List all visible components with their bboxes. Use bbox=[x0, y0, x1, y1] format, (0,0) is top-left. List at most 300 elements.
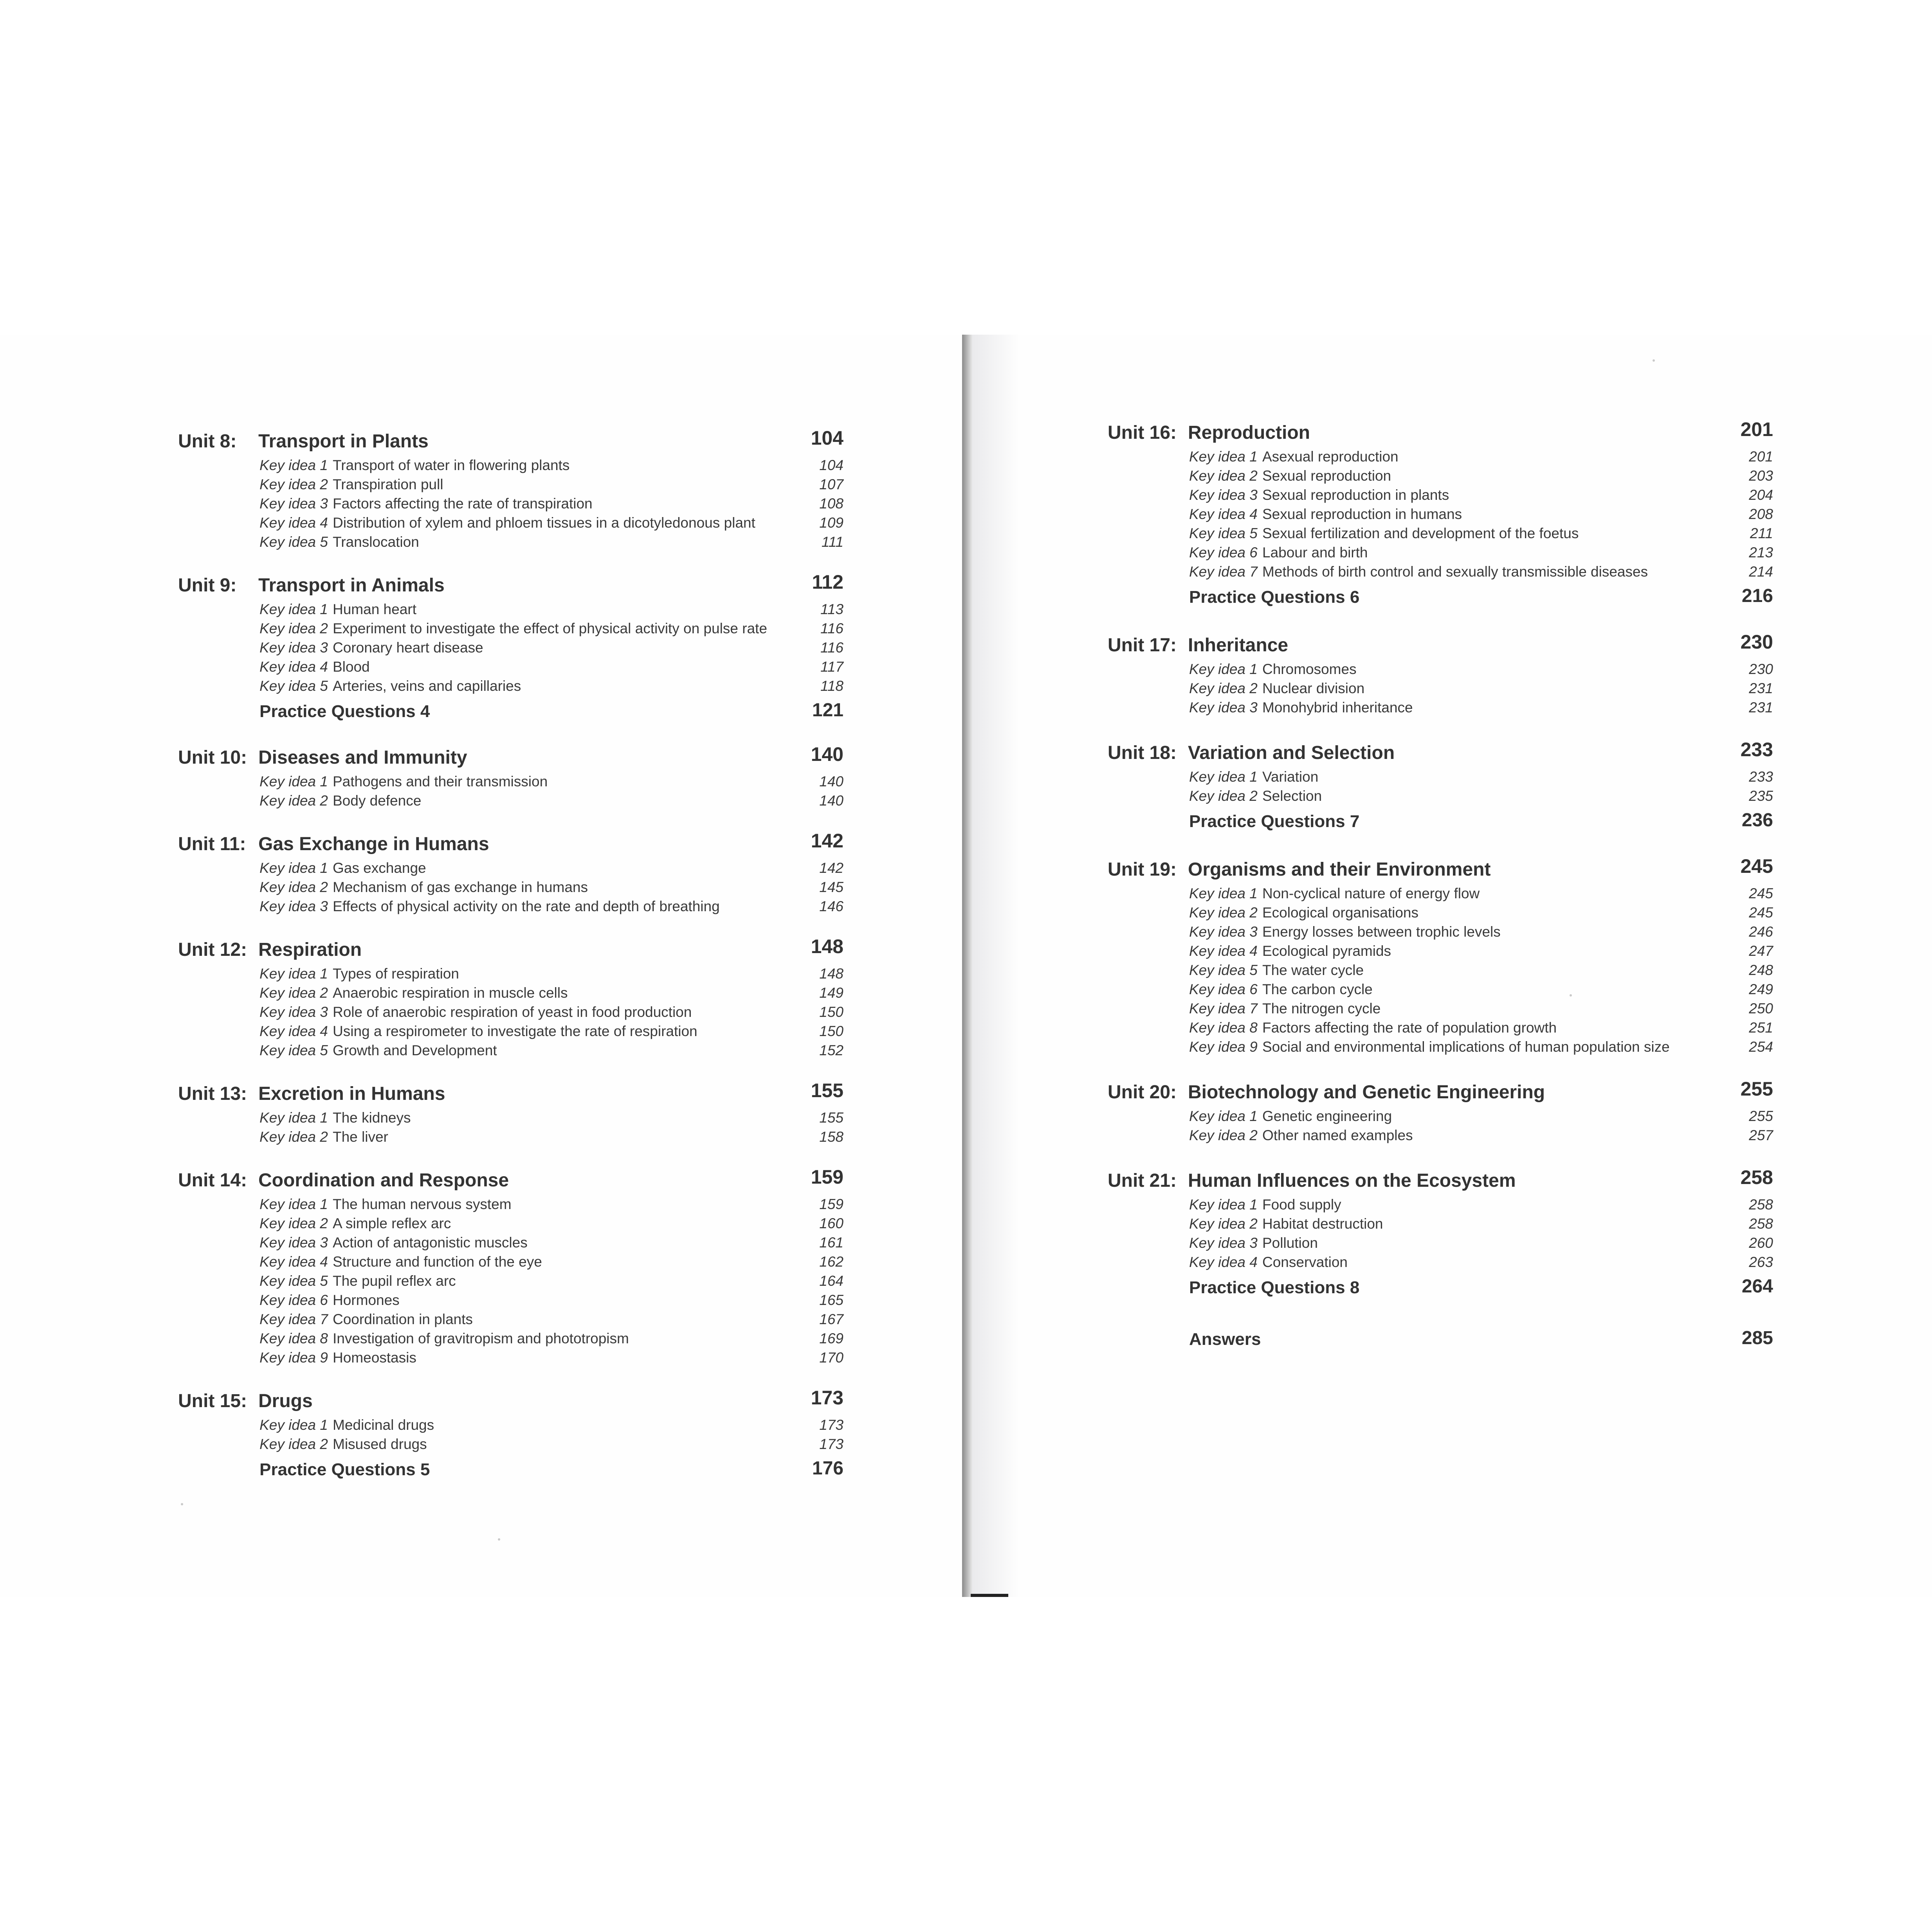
key-idea-row[interactable] bbox=[178, 773, 843, 793]
key-idea-label: Key idea 1 bbox=[260, 966, 328, 982]
key-idea-page-number: 145 bbox=[819, 879, 843, 895]
key-idea-label: Key idea 8 bbox=[1189, 1020, 1258, 1036]
key-idea-label: Key idea 5 bbox=[260, 678, 328, 694]
key-idea-title: Human heart bbox=[333, 601, 416, 617]
key-idea-title: Using a respirometer to investigate the rate of respiration bbox=[333, 1023, 697, 1039]
key-idea-title: Asexual reproduction bbox=[1262, 449, 1399, 465]
unit-heading[interactable] bbox=[178, 743, 843, 773]
practice-questions-label: Practice Questions 8 bbox=[1189, 1278, 1360, 1297]
key-idea-page-number: 255 bbox=[1749, 1108, 1773, 1124]
key-idea-row[interactable] bbox=[1108, 468, 1773, 487]
key-idea-label: Key idea 3 bbox=[1189, 1235, 1258, 1251]
key-idea-label: Key idea 2 bbox=[1189, 468, 1258, 484]
key-idea-row[interactable] bbox=[1108, 1216, 1773, 1235]
key-idea-title: Coordination in plants bbox=[333, 1311, 473, 1327]
key-idea-row[interactable] bbox=[1108, 905, 1773, 924]
key-idea-label: Key idea 2 bbox=[1189, 1216, 1258, 1232]
key-idea-title: Action of antagonistic muscles bbox=[333, 1235, 528, 1251]
unit-heading[interactable] bbox=[178, 935, 843, 966]
unit-page-number: 173 bbox=[811, 1387, 843, 1409]
key-idea-row[interactable] bbox=[1108, 506, 1773, 525]
key-idea-page-number: 203 bbox=[1749, 468, 1773, 484]
practice-questions-page-number: 121 bbox=[812, 700, 843, 721]
answers-label: Answers bbox=[1189, 1330, 1261, 1349]
practice-questions-page-number: 264 bbox=[1741, 1276, 1773, 1297]
key-idea-page-number: 248 bbox=[1749, 962, 1773, 978]
key-idea-label: Key idea 1 bbox=[260, 860, 328, 876]
key-idea-title: Arteries, veins and capillaries bbox=[333, 678, 521, 694]
unit-heading[interactable] bbox=[1108, 1078, 1773, 1108]
key-idea-page-number: 160 bbox=[819, 1215, 843, 1231]
unit-number: Unit 20: bbox=[1108, 1082, 1177, 1103]
key-idea-title: Habitat destruction bbox=[1262, 1216, 1383, 1232]
toc-unit bbox=[1108, 1078, 1773, 1146]
key-idea-title: Homeostasis bbox=[333, 1350, 416, 1366]
practice-questions-label: Practice Questions 4 bbox=[260, 702, 430, 721]
key-idea-page-number: 159 bbox=[819, 1196, 843, 1212]
practice-questions-row[interactable] bbox=[1108, 583, 1773, 611]
gutter-shadow bbox=[972, 335, 1019, 1597]
key-idea-page-number: 208 bbox=[1749, 506, 1773, 522]
key-idea-row[interactable] bbox=[178, 534, 843, 553]
unit-page-number: 142 bbox=[811, 830, 843, 852]
unit-title: Transport in Animals bbox=[258, 575, 445, 596]
key-idea-label: Key idea 2 bbox=[260, 985, 328, 1001]
key-idea-label: Key idea 1 bbox=[260, 457, 328, 473]
key-idea-label: Key idea 5 bbox=[260, 1273, 328, 1289]
spine-foot-mark bbox=[971, 1594, 1008, 1597]
key-idea-title: The human nervous system bbox=[333, 1196, 512, 1212]
key-idea-row[interactable] bbox=[178, 1235, 843, 1254]
key-idea-row[interactable] bbox=[1108, 564, 1773, 583]
key-idea-label: Key idea 1 bbox=[1189, 449, 1258, 465]
unit-heading[interactable] bbox=[178, 1387, 843, 1417]
key-idea-title: Labour and birth bbox=[1262, 544, 1368, 560]
key-idea-row[interactable] bbox=[178, 1436, 843, 1455]
key-idea-row[interactable] bbox=[178, 659, 843, 678]
key-idea-title: Mechanism of gas exchange in humans bbox=[333, 879, 588, 895]
unit-title: Reproduction bbox=[1188, 422, 1310, 443]
key-idea-row[interactable] bbox=[178, 1273, 843, 1292]
key-idea-label: Key idea 1 bbox=[1189, 661, 1258, 677]
key-idea-label: Key idea 5 bbox=[260, 1042, 328, 1058]
key-idea-label: Key idea 1 bbox=[1189, 1197, 1258, 1213]
toc-right-page bbox=[1108, 418, 1773, 1353]
key-idea-page-number: 258 bbox=[1749, 1197, 1773, 1213]
key-idea-page-number: 162 bbox=[819, 1254, 843, 1270]
unit-heading[interactable] bbox=[1108, 418, 1773, 449]
key-idea-label: Key idea 6 bbox=[260, 1292, 328, 1308]
key-idea-row[interactable] bbox=[1108, 981, 1773, 1000]
unit-number: Unit 8: bbox=[178, 431, 237, 452]
unit-heading[interactable] bbox=[178, 571, 843, 601]
key-idea-row[interactable] bbox=[178, 1004, 843, 1023]
key-idea-page-number: 142 bbox=[819, 860, 843, 876]
key-idea-page-number: 233 bbox=[1749, 769, 1773, 785]
key-idea-row[interactable] bbox=[178, 1215, 843, 1235]
key-idea-label: Key idea 4 bbox=[260, 659, 328, 675]
key-idea-row[interactable] bbox=[178, 1110, 843, 1129]
unit-heading[interactable] bbox=[1108, 739, 1773, 769]
key-idea-page-number: 263 bbox=[1749, 1254, 1773, 1270]
unit-page-number: 155 bbox=[811, 1080, 843, 1101]
key-idea-label: Key idea 2 bbox=[260, 1129, 328, 1145]
toc-unit bbox=[1108, 855, 1773, 1058]
key-idea-page-number: 152 bbox=[819, 1042, 843, 1058]
key-idea-row[interactable] bbox=[1108, 680, 1773, 699]
toc-unit bbox=[1108, 1325, 1773, 1353]
unit-heading[interactable] bbox=[178, 427, 843, 457]
key-idea-title: Other named examples bbox=[1262, 1127, 1413, 1143]
unit-page-number: 230 bbox=[1740, 631, 1773, 653]
key-idea-label: Key idea 5 bbox=[260, 534, 328, 550]
unit-page-number: 258 bbox=[1740, 1166, 1773, 1188]
key-idea-page-number: 213 bbox=[1749, 544, 1773, 560]
key-idea-row[interactable] bbox=[178, 1023, 843, 1042]
key-idea-row[interactable] bbox=[1108, 1108, 1773, 1127]
key-idea-page-number: 246 bbox=[1749, 924, 1773, 940]
key-idea-page-number: 257 bbox=[1749, 1127, 1773, 1143]
key-idea-page-number: 173 bbox=[819, 1417, 843, 1433]
key-idea-row[interactable] bbox=[1108, 525, 1773, 544]
key-idea-page-number: 167 bbox=[819, 1311, 843, 1327]
key-idea-title: Anaerobic respiration in muscle cells bbox=[333, 985, 568, 1001]
unit-page-number: 140 bbox=[811, 743, 843, 765]
key-idea-page-number: 251 bbox=[1749, 1020, 1773, 1036]
key-idea-label: Key idea 1 bbox=[260, 1110, 328, 1126]
key-idea-title: Types of respiration bbox=[333, 966, 459, 982]
key-idea-title: Food supply bbox=[1262, 1197, 1341, 1213]
key-idea-row[interactable] bbox=[1108, 943, 1773, 962]
key-idea-row[interactable] bbox=[178, 1196, 843, 1215]
key-idea-title: Factors affecting the rate of population growth bbox=[1262, 1020, 1557, 1036]
scan-speck bbox=[498, 1538, 500, 1541]
practice-questions-row[interactable] bbox=[178, 1455, 843, 1483]
key-idea-row[interactable] bbox=[178, 1042, 843, 1062]
unit-title: Drugs bbox=[258, 1391, 313, 1411]
toc-unit bbox=[178, 1080, 843, 1148]
key-idea-row[interactable] bbox=[178, 1350, 843, 1369]
unit-page-number: 112 bbox=[812, 571, 843, 593]
key-idea-row[interactable] bbox=[178, 601, 843, 620]
unit-title: Inheritance bbox=[1188, 635, 1289, 656]
key-idea-title: Effects of physical activity on the rate and depth of breathing bbox=[333, 898, 720, 914]
key-idea-title: The water cycle bbox=[1262, 962, 1364, 978]
key-idea-page-number: 140 bbox=[819, 793, 843, 809]
key-idea-label: Key idea 1 bbox=[260, 1417, 328, 1433]
key-idea-page-number: 254 bbox=[1749, 1039, 1773, 1055]
key-idea-title: Sexual reproduction in plants bbox=[1262, 487, 1449, 503]
key-idea-row[interactable] bbox=[1108, 885, 1773, 905]
key-idea-label: Key idea 3 bbox=[1189, 487, 1258, 503]
key-idea-title: Non-cyclical nature of energy flow bbox=[1262, 885, 1480, 901]
unit-page-number: 233 bbox=[1740, 739, 1773, 761]
key-idea-row[interactable] bbox=[1108, 1000, 1773, 1020]
practice-questions-row[interactable] bbox=[178, 697, 843, 725]
key-idea-row[interactable] bbox=[1108, 962, 1773, 981]
key-idea-row[interactable] bbox=[1108, 1127, 1773, 1146]
key-idea-page-number: 231 bbox=[1749, 680, 1773, 696]
key-idea-title: Energy losses between trophic levels bbox=[1262, 924, 1501, 940]
key-idea-row[interactable] bbox=[1108, 1197, 1773, 1216]
key-idea-label: Key idea 2 bbox=[260, 793, 328, 809]
key-idea-page-number: 150 bbox=[819, 1004, 843, 1020]
key-idea-row[interactable] bbox=[1108, 788, 1773, 807]
book-spine-gutter bbox=[962, 335, 972, 1597]
key-idea-title: Sexual reproduction bbox=[1262, 468, 1391, 484]
key-idea-page-number: 258 bbox=[1749, 1216, 1773, 1232]
unit-page-number: 104 bbox=[811, 427, 843, 449]
key-idea-title: The carbon cycle bbox=[1262, 981, 1373, 997]
practice-questions-label: Practice Questions 5 bbox=[260, 1460, 430, 1479]
unit-number: Unit 11: bbox=[178, 834, 246, 854]
unit-number: Unit 19: bbox=[1108, 859, 1177, 880]
answers-page-number: 285 bbox=[1741, 1328, 1773, 1348]
key-idea-title: Blood bbox=[333, 659, 370, 675]
key-idea-row[interactable] bbox=[178, 793, 843, 812]
key-idea-label: Key idea 1 bbox=[1189, 1108, 1258, 1124]
key-idea-label: Key idea 7 bbox=[1189, 564, 1258, 580]
key-idea-title: Transpiration pull bbox=[333, 476, 443, 492]
key-idea-label: Key idea 3 bbox=[260, 1235, 328, 1251]
key-idea-page-number: 109 bbox=[819, 515, 843, 531]
key-idea-row[interactable] bbox=[178, 1129, 843, 1148]
key-idea-label: Key idea 5 bbox=[1189, 962, 1258, 978]
unit-title: Excretion in Humans bbox=[258, 1083, 445, 1104]
key-idea-page-number: 245 bbox=[1749, 885, 1773, 901]
key-idea-row[interactable] bbox=[178, 476, 843, 496]
key-idea-page-number: 113 bbox=[820, 601, 843, 617]
key-idea-row[interactable] bbox=[178, 620, 843, 640]
key-idea-title: Investigation of gravitropism and phototropism bbox=[333, 1330, 629, 1346]
key-idea-label: Key idea 4 bbox=[260, 515, 328, 531]
key-idea-title: A simple reflex arc bbox=[333, 1215, 451, 1231]
unit-title: Biotechnology and Genetic Engineering bbox=[1188, 1082, 1545, 1103]
key-idea-label: Key idea 1 bbox=[260, 1196, 328, 1212]
key-idea-page-number: 111 bbox=[821, 534, 843, 550]
unit-heading[interactable] bbox=[178, 1080, 843, 1110]
key-idea-row[interactable] bbox=[1108, 1235, 1773, 1254]
key-idea-label: Key idea 5 bbox=[1189, 525, 1258, 541]
key-idea-title: Growth and Development bbox=[333, 1042, 497, 1058]
key-idea-label: Key idea 4 bbox=[260, 1254, 328, 1270]
unit-number: Unit 15: bbox=[178, 1391, 247, 1411]
unit-heading[interactable] bbox=[1108, 1166, 1773, 1197]
key-idea-title: Ecological pyramids bbox=[1262, 943, 1391, 959]
key-idea-label: Key idea 3 bbox=[260, 640, 328, 656]
key-idea-title: Conservation bbox=[1262, 1254, 1348, 1270]
key-idea-row[interactable] bbox=[1108, 544, 1773, 564]
key-idea-title: Body defence bbox=[333, 793, 422, 809]
unit-page-number: 159 bbox=[811, 1166, 843, 1188]
key-idea-title: Misused drugs bbox=[333, 1436, 427, 1452]
key-idea-label: Key idea 6 bbox=[1189, 544, 1258, 560]
key-idea-title: Chromosomes bbox=[1262, 661, 1357, 677]
key-idea-row[interactable] bbox=[178, 898, 843, 917]
key-idea-title: Coronary heart disease bbox=[333, 640, 483, 656]
unit-number: Unit 17: bbox=[1108, 635, 1177, 656]
key-idea-page-number: 104 bbox=[819, 457, 843, 473]
key-idea-title: Ecological organisations bbox=[1262, 905, 1419, 921]
unit-number: Unit 21: bbox=[1108, 1170, 1177, 1191]
answers-row[interactable] bbox=[1108, 1325, 1773, 1353]
key-idea-page-number: 164 bbox=[819, 1273, 843, 1289]
key-idea-row[interactable] bbox=[1108, 1039, 1773, 1058]
unit-number: Unit 12: bbox=[178, 939, 247, 960]
key-idea-row[interactable] bbox=[1108, 924, 1773, 943]
toc-unit bbox=[1108, 631, 1773, 719]
key-idea-title: The liver bbox=[333, 1129, 388, 1145]
key-idea-title: The nitrogen cycle bbox=[1262, 1000, 1381, 1016]
key-idea-label: Key idea 2 bbox=[260, 879, 328, 895]
unit-title: Diseases and Immunity bbox=[258, 747, 467, 768]
toc-unit bbox=[178, 427, 843, 553]
unit-number: Unit 18: bbox=[1108, 743, 1177, 763]
unit-title: Variation and Selection bbox=[1188, 743, 1395, 763]
key-idea-title: Genetic engineering bbox=[1262, 1108, 1392, 1124]
key-idea-title: Structure and function of the eye bbox=[333, 1254, 542, 1270]
unit-page-number: 255 bbox=[1740, 1078, 1773, 1100]
key-idea-page-number: 155 bbox=[819, 1110, 843, 1126]
key-idea-label: Key idea 1 bbox=[1189, 769, 1258, 785]
key-idea-label: Key idea 3 bbox=[260, 1004, 328, 1020]
key-idea-row[interactable] bbox=[178, 1311, 843, 1330]
toc-unit bbox=[178, 743, 843, 812]
key-idea-row[interactable] bbox=[1108, 699, 1773, 719]
toc-unit bbox=[178, 830, 843, 917]
key-idea-title: Hormones bbox=[333, 1292, 400, 1308]
key-idea-page-number: 118 bbox=[820, 678, 843, 694]
key-idea-page-number: 140 bbox=[819, 773, 843, 789]
key-idea-page-number: 150 bbox=[819, 1023, 843, 1039]
unit-title: Coordination and Response bbox=[258, 1170, 509, 1191]
key-idea-page-number: 247 bbox=[1749, 943, 1773, 959]
key-idea-page-number: 245 bbox=[1749, 905, 1773, 921]
key-idea-row[interactable] bbox=[178, 985, 843, 1004]
key-idea-label: Key idea 3 bbox=[260, 898, 328, 914]
key-idea-page-number: 260 bbox=[1749, 1235, 1773, 1251]
key-idea-title: Role of anaerobic respiration of yeast in food production bbox=[333, 1004, 692, 1020]
key-idea-page-number: 235 bbox=[1749, 788, 1773, 804]
key-idea-row[interactable] bbox=[1108, 1020, 1773, 1039]
key-idea-label: Key idea 2 bbox=[1189, 905, 1258, 921]
key-idea-label: Key idea 7 bbox=[260, 1311, 328, 1327]
key-idea-title: Monohybrid inheritance bbox=[1262, 699, 1413, 715]
toc-unit bbox=[1108, 418, 1773, 611]
practice-questions-row[interactable] bbox=[1108, 807, 1773, 835]
key-idea-title: Experiment to investigate the effect of physical activity on pulse rate bbox=[333, 620, 767, 636]
key-idea-row[interactable] bbox=[178, 496, 843, 515]
key-idea-label: Key idea 4 bbox=[1189, 506, 1258, 522]
key-idea-label: Key idea 3 bbox=[1189, 924, 1258, 940]
key-idea-title: Methods of birth control and sexually transmissible diseases bbox=[1262, 564, 1648, 580]
key-idea-page-number: 108 bbox=[819, 496, 843, 512]
key-idea-page-number: 149 bbox=[819, 985, 843, 1001]
key-idea-page-number: 214 bbox=[1749, 564, 1773, 580]
key-idea-page-number: 250 bbox=[1749, 1000, 1773, 1016]
unit-title: Transport in Plants bbox=[258, 431, 429, 452]
key-idea-row[interactable] bbox=[178, 860, 843, 879]
key-idea-label: Key idea 1 bbox=[1189, 885, 1258, 901]
unit-title: Human Influences on the Ecosystem bbox=[1188, 1170, 1516, 1191]
unit-page-number: 245 bbox=[1740, 855, 1773, 877]
key-idea-row[interactable] bbox=[178, 1417, 843, 1436]
key-idea-title: Pathogens and their transmission bbox=[333, 773, 548, 789]
unit-heading[interactable] bbox=[1108, 631, 1773, 661]
key-idea-label: Key idea 8 bbox=[260, 1330, 328, 1346]
key-idea-row[interactable] bbox=[178, 1330, 843, 1350]
key-idea-label: Key idea 2 bbox=[1189, 1127, 1258, 1143]
key-idea-page-number: 230 bbox=[1749, 661, 1773, 677]
key-idea-label: Key idea 2 bbox=[260, 1436, 328, 1452]
practice-questions-page-number: 236 bbox=[1741, 810, 1773, 831]
unit-heading[interactable] bbox=[1108, 855, 1773, 885]
key-idea-row[interactable] bbox=[178, 1254, 843, 1273]
key-idea-page-number: 169 bbox=[819, 1330, 843, 1346]
key-idea-label: Key idea 3 bbox=[260, 496, 328, 512]
key-idea-page-number: 249 bbox=[1749, 981, 1773, 997]
key-idea-title: Gas exchange bbox=[333, 860, 426, 876]
key-idea-title: Variation bbox=[1262, 769, 1319, 785]
key-idea-page-number: 231 bbox=[1749, 699, 1773, 715]
key-idea-label: Key idea 2 bbox=[260, 476, 328, 492]
practice-questions-page-number: 176 bbox=[812, 1458, 843, 1479]
key-idea-row[interactable] bbox=[1108, 769, 1773, 788]
key-idea-row[interactable] bbox=[1108, 487, 1773, 506]
key-idea-page-number: 146 bbox=[819, 898, 843, 914]
key-idea-row[interactable] bbox=[178, 966, 843, 985]
scan-speck bbox=[1653, 359, 1655, 362]
key-idea-row[interactable] bbox=[178, 879, 843, 898]
key-idea-title: Pollution bbox=[1262, 1235, 1318, 1251]
key-idea-page-number: 116 bbox=[820, 620, 843, 636]
practice-questions-page-number: 216 bbox=[1741, 586, 1773, 606]
key-idea-page-number: 116 bbox=[820, 640, 843, 656]
key-idea-title: Sexual reproduction in humans bbox=[1262, 506, 1462, 522]
key-idea-row[interactable] bbox=[178, 678, 843, 697]
unit-heading[interactable] bbox=[178, 1166, 843, 1196]
toc-unit bbox=[178, 935, 843, 1062]
key-idea-label: Key idea 2 bbox=[1189, 788, 1258, 804]
key-idea-page-number: 148 bbox=[819, 966, 843, 982]
key-idea-page-number: 173 bbox=[819, 1436, 843, 1452]
key-idea-row[interactable] bbox=[1108, 449, 1773, 468]
key-idea-label: Key idea 4 bbox=[260, 1023, 328, 1039]
unit-number: Unit 14: bbox=[178, 1170, 247, 1191]
key-idea-row[interactable] bbox=[178, 457, 843, 476]
toc-unit bbox=[1108, 739, 1773, 835]
key-idea-row[interactable] bbox=[178, 640, 843, 659]
key-idea-page-number: 158 bbox=[819, 1129, 843, 1145]
key-idea-label: Key idea 9 bbox=[1189, 1039, 1258, 1055]
key-idea-row[interactable] bbox=[1108, 661, 1773, 680]
toc-unit bbox=[178, 1387, 843, 1483]
unit-heading[interactable] bbox=[178, 830, 843, 860]
key-idea-row[interactable] bbox=[1108, 1254, 1773, 1273]
practice-questions-row[interactable] bbox=[1108, 1273, 1773, 1301]
unit-title: Respiration bbox=[258, 939, 362, 960]
key-idea-page-number: 201 bbox=[1749, 449, 1773, 465]
key-idea-row[interactable] bbox=[178, 515, 843, 534]
unit-title: Organisms and their Environment bbox=[1188, 859, 1491, 880]
key-idea-title: Selection bbox=[1262, 788, 1322, 804]
unit-number: Unit 10: bbox=[178, 747, 247, 768]
key-idea-page-number: 211 bbox=[1750, 525, 1773, 541]
key-idea-row[interactable] bbox=[178, 1292, 843, 1311]
key-idea-page-number: 170 bbox=[819, 1350, 843, 1366]
unit-page-number: 148 bbox=[811, 935, 843, 957]
toc-unit bbox=[178, 571, 843, 725]
